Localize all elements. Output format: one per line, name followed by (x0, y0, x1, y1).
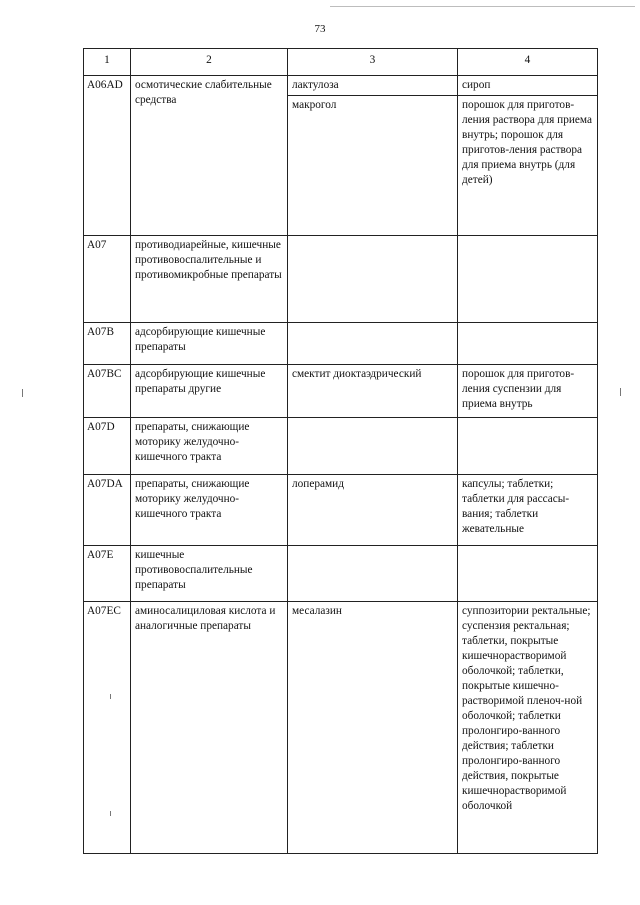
table-row (84, 236, 598, 323)
group-name: адсорбирующие кишечные препараты (131, 323, 288, 365)
drug-cell (288, 76, 458, 236)
dosage-form (458, 418, 598, 475)
atc-code: A07E (84, 546, 131, 602)
table-row (84, 418, 598, 475)
table-row (84, 602, 598, 854)
table-row (84, 76, 598, 236)
table-row (84, 323, 598, 365)
atc-code: A07EC (84, 602, 131, 854)
dosage-form (458, 236, 598, 323)
page-number: 73 (314, 23, 326, 35)
dosage-form: суппозитории ректальные; суспензия ректальная; таблетки, покрытые кишечнорастворимой оболочкой; таблетки, покрытые кишечно-растворимой пленоч-ной оболочкой; таблетки пролонгиро-ванного действия; таблетки пролонгиро-ванного действия, покрытые кишечнорастворимой оболочкой (458, 602, 598, 854)
dosage-form (458, 323, 598, 365)
group-name: препараты, снижающие моторику желудочно-кишечного тракта (131, 418, 288, 475)
table-row (84, 546, 598, 602)
atc-code: A07B (84, 323, 131, 365)
header-col-4: 4 (458, 49, 598, 76)
table-row (84, 475, 598, 546)
dosage-form: капсулы; таблетки; таблетки для рассасы-вания; таблетки жевательные (458, 475, 598, 546)
atc-code: A07D (84, 418, 131, 475)
drug-name: лоперамид (288, 475, 458, 546)
drug-name: макрогол (288, 95, 457, 115)
group-name: адсорбирующие кишечные препараты другие (131, 365, 288, 418)
group-name: аминосалициловая кислота и аналогичные препараты (131, 602, 288, 854)
atc-code: A07DA (84, 475, 131, 546)
dosage-form: порошок для приготов-ления суспензии для приема внутрь (458, 365, 598, 418)
header-col-2: 2 (131, 49, 288, 76)
header-row (84, 49, 598, 76)
margin-mark (620, 388, 621, 396)
table-row (84, 365, 598, 418)
atc-code: A07BC (84, 365, 131, 418)
dosage-form: сироп (462, 79, 491, 91)
header-col-1: 1 (84, 49, 131, 76)
group-name: противодиарейные, кишечные противовоспалительные и противомикробные препараты (131, 236, 288, 323)
atc-code: A06AD (84, 76, 131, 236)
drug-name: лактулоза (292, 79, 339, 91)
group-name: препараты, снижающие моторику желудочно-кишечного тракта (131, 475, 288, 546)
drug-name: месалазин (288, 602, 458, 854)
drug-name (288, 418, 458, 475)
group-name: осмотические слабительные средства (131, 76, 288, 236)
dosage-form (458, 546, 598, 602)
drug-name: смектит диоктаэдрический (288, 365, 458, 418)
header-col-3: 3 (288, 49, 458, 76)
margin-mark (22, 389, 23, 397)
scan-edge-line (330, 6, 635, 7)
group-name: кишечные противовоспалительные препараты (131, 546, 288, 602)
drug-name (288, 546, 458, 602)
form-cell (458, 76, 598, 236)
drug-name (288, 236, 458, 323)
atc-code: A07 (84, 236, 131, 323)
drug-table (83, 48, 598, 854)
drug-name (288, 323, 458, 365)
dosage-form: порошок для приготов-ления раствора для приема внутрь; порошок для приготов-ления раствора для приема внутрь (для детей) (458, 95, 597, 190)
